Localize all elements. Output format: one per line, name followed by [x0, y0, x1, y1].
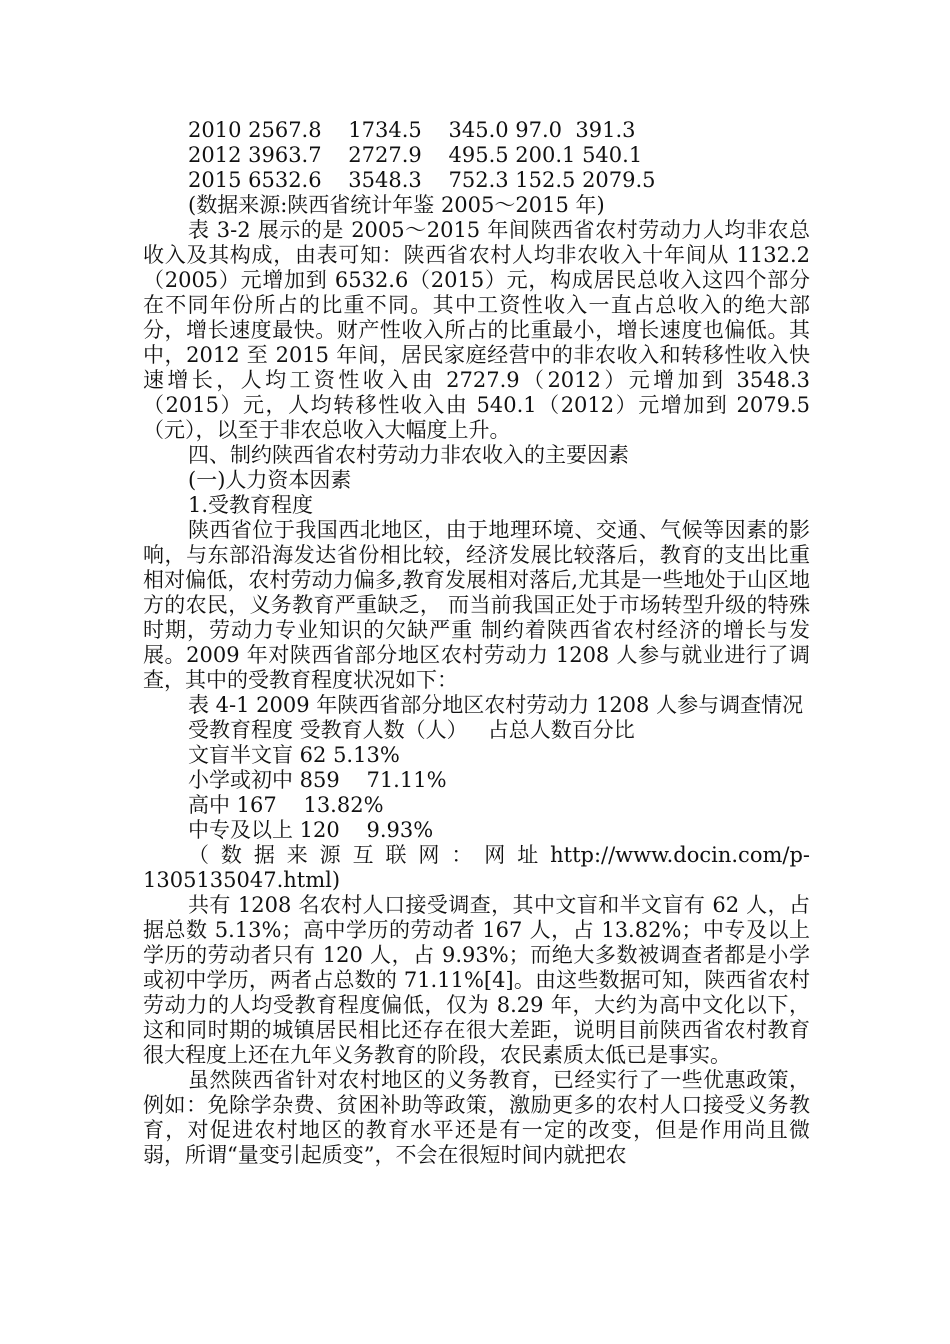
- paragraph: 虽然陕西省针对农村地区的义务教育，已经实行了一些优惠政策，例如：免除学杂费、贫困补助等政策，激励更多的农村人口接受义务教育，对促进农村地区的教育水平还是有一定的改变，但是作用尚且微弱，所谓“量变引起质变”，不会在很短时间内就把农: [143, 1068, 810, 1167]
- source-note: (数据来源:陕西省统计年鉴 2005～2015 年): [188, 193, 605, 217]
- table-caption: 表 4-1 2009 年陕西省部分地区农村劳动力 1208 人参与调查情况: [188, 693, 804, 717]
- education-table-row: 小学或初中 859 71.11%: [188, 768, 447, 792]
- income-table-row: 2010 2567.8 1734.5 345.0 97.0 391.3: [188, 118, 636, 142]
- education-table-row: 文盲半文盲 62 5.13%: [188, 743, 400, 767]
- paragraph: 表 3-2 展示的是 2005～2015 年间陕西省农村劳动力人均非农总收入及其构成，由表可知：陕西省农村人均非农收入十年间从 1132.2（2005）元增加到 6532.6（2015）元，构成居民总收入这四个部分在不同年份所占的比重不同。其中工资性收入一直占总收入的绝大部分，增长速度最快。财产性收入所占的比重最小，增长速度也偏低。其中，2012 至 2015 年间，居民家庭经营中的非农收入和转移性收入快速增长，人均工资性收入由 2727.9（2012）元增加到 3548.3（2015）元，人均转移性收入由 540.1（2012）元增加到 2079.5（元），以至于非农总收入大幅度上升。: [143, 218, 810, 442]
- income-table-row: 2012 3963.7 2727.9 495.5 200.1 540.1: [188, 143, 643, 167]
- income-table-row: 2015 6532.6 3548.3 752.3 152.5 2079.5: [188, 168, 656, 192]
- education-table-row: 中专及以上 120 9.93%: [188, 818, 434, 842]
- education-table-row: 高中 167 13.82%: [188, 793, 384, 817]
- document-page: [143, 118, 810, 1168]
- paragraph: 陕西省位于我国西北地区，由于地理环境、交通、气候等因素的影响，与东部沿海发达省份相比较，经济发展比较落后，教育的支出比重相对偏低，农村劳动力偏多,教育发展相对落后,尤其是一些地处于山区地方的农民，义务教育严重缺乏， 而当前我国正处于市场转型升级的特殊时期，劳动力专业知识的欠缺严重 制约着陕西省农村经济的增长与发展。2009 年对陕西省部分地区农村劳动力 1208 人参与就业进行了调查，其中的受教育程度状况如下：: [143, 518, 810, 692]
- subsection-heading: (一)人力资本因素: [188, 468, 352, 492]
- source-note: （ 数 据 来 源 互 联 网 ： 网 址 http://www.docin.com/p-1305135047.html): [143, 843, 810, 892]
- paragraph: 共有 1208 名农村人口接受调查，其中文盲和半文盲有 62 人，占据总数 5.13%；高中学历的劳动者 167 人，占 13.82%；中专及以上学历的劳动者只有 120 人，占 9.93%；而绝大多数被调查者都是小学或初中学历，两者占总数的 71.11%[4]。由这些数据可知，陕西省农村劳动力的人均受教育程度偏低，仅为 8.29 年，大约为高中文化以下，这和同时期的城镇居民相比还存在很大差距，说明目前陕西省农村教育很大程度上还在九年义务教育的阶段，农民素质太低已是事实。: [143, 893, 810, 1067]
- section-heading: 四、制约陕西省农村劳动力非农收入的主要因素: [188, 443, 629, 467]
- education-table-header: 受教育程度 受教育人数（人） 占总人数百分比: [188, 718, 635, 742]
- subsubsection-heading: 1.受教育程度: [188, 493, 314, 517]
